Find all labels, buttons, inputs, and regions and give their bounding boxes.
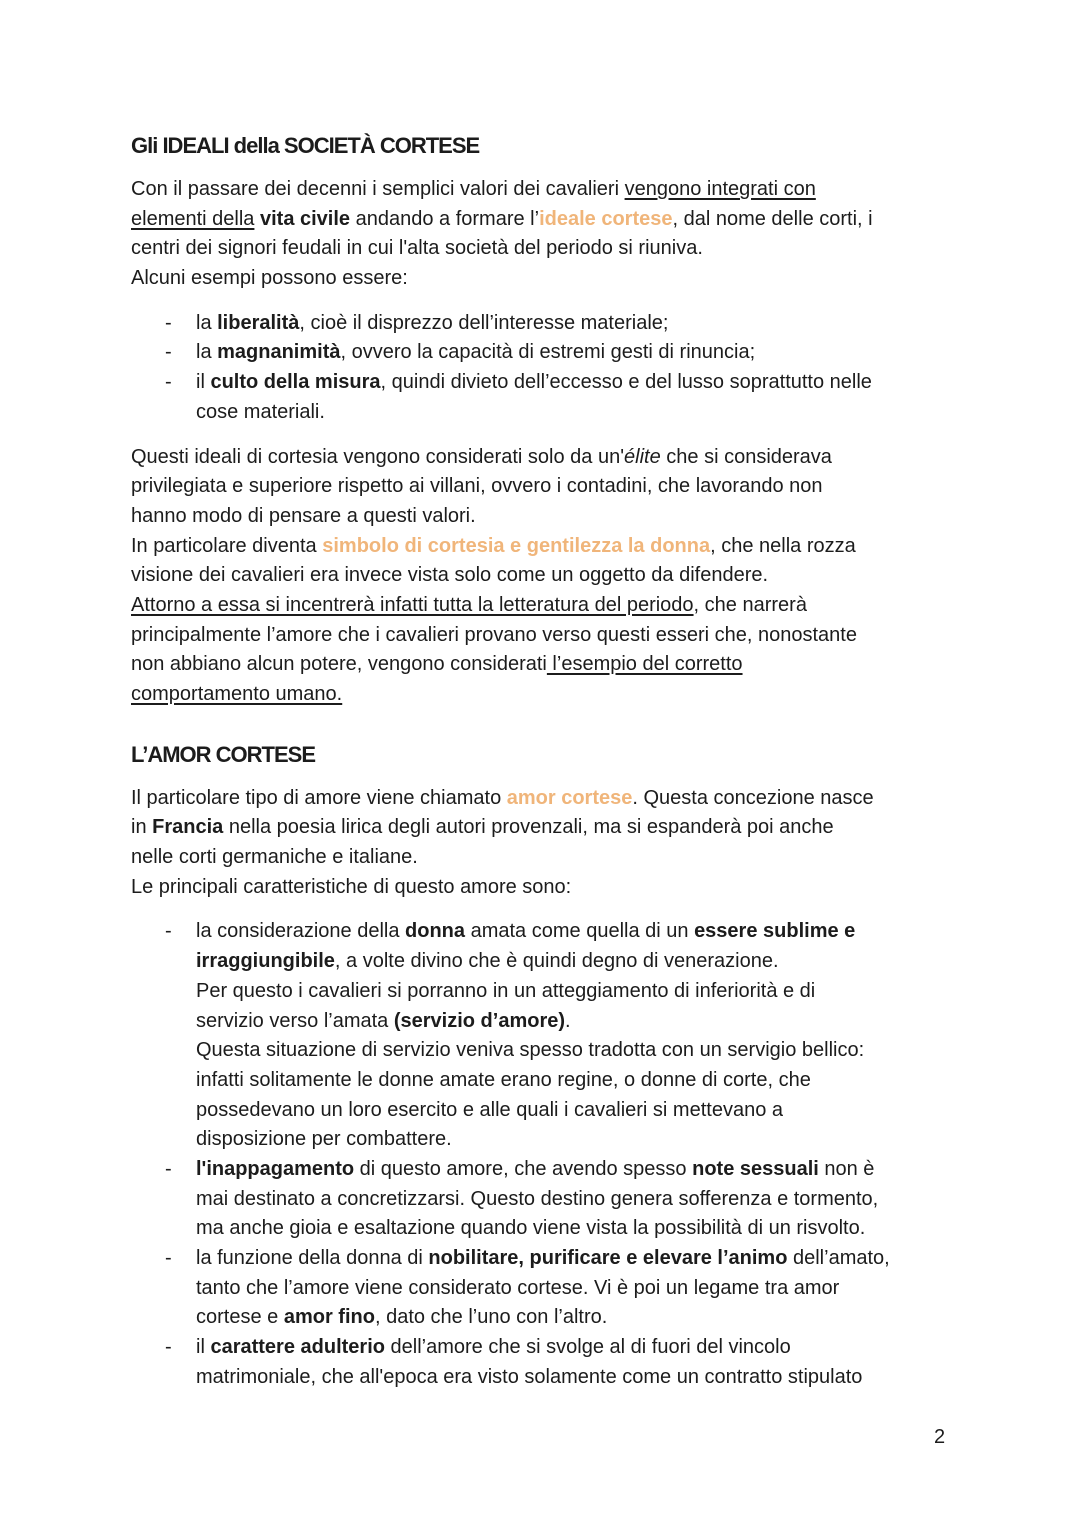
text-run: , quindi divieto dell’eccesso e del lusso soprattutto nelle: [380, 371, 872, 394]
bold-text: essere sublime e: [694, 920, 856, 943]
highlighted-text: simbolo di cortesia e gentilezza la donna: [322, 534, 711, 557]
text-run: , ovvero la capacità di estremi gesti di rinuncia;: [340, 341, 756, 364]
text-run: nella poesia lirica degli autori provenzali, ma si espanderà poi anche: [223, 816, 834, 839]
text-run: la considerazione della: [196, 920, 406, 943]
bold-text: nobilitare, purificare e elevare l’animo: [428, 1247, 788, 1269]
text-line: [131, 472, 961, 502]
underlined-text: Attorno a essa si incentrerà infatti tutta la letteratura del periodo: [131, 593, 694, 616]
text-run: Alcuni esempi possono essere:: [131, 267, 408, 290]
text-line: [131, 443, 961, 473]
text-run: matrimoniale, che all'epoca era visto solamente come un contratto stipulato: [196, 1365, 863, 1388]
text-run: Con il passare dei decenni i semplici valori dei cavalieri: [131, 178, 625, 200]
bullet-dash: -: [165, 341, 172, 364]
text-run: tanto che l’amore viene considerato cortese. Vi è poi un legame tra amor: [196, 1276, 840, 1299]
text-line: [196, 1303, 961, 1333]
text-line: [196, 309, 961, 339]
text-line: [196, 1333, 961, 1363]
text-run: cose materiali.: [196, 400, 325, 423]
text-line: [131, 561, 961, 591]
text-run: . Questa concezione nasce: [632, 786, 874, 809]
italic-text: élite: [624, 445, 661, 468]
text-line: [131, 680, 961, 710]
text-line: [131, 843, 961, 873]
text-run: il: [196, 371, 211, 394]
bold-text: Francia: [152, 816, 224, 839]
bold-text: l'inappagamento: [196, 1157, 355, 1180]
text-line: [196, 977, 961, 1007]
text-run: nelle corti germaniche e italiane.: [131, 846, 418, 869]
text-run: di questo amore, che avendo spesso: [354, 1157, 693, 1180]
text-run: visione dei cavalieri era invece vista solo come un oggetto da difendere.: [131, 564, 769, 587]
highlighted-text: ideale cortese: [539, 207, 673, 230]
underlined-text: l’esempio del corretto: [546, 653, 743, 676]
bullet-list: [131, 917, 961, 1392]
bullet-dash: -: [165, 920, 172, 943]
text-line: [196, 1155, 961, 1185]
text-run: privilegiata e superiore rispetto ai villani, ovvero i contadini, che lavorando non: [131, 475, 823, 498]
text-line: [131, 264, 961, 294]
bold-text: liberalità: [217, 311, 300, 334]
highlighted-text: amor cortese: [506, 786, 633, 809]
text-run: , che nella rozza: [710, 534, 856, 557]
text-line: [196, 1036, 961, 1066]
text-run: Questa situazione di servizio veniva spesso tradotta con un servigio bellico:: [196, 1039, 865, 1062]
text-line: [131, 502, 961, 532]
text-run: .: [565, 1009, 571, 1032]
bold-text: (servizio d’amore): [393, 1009, 566, 1032]
text-run: centri dei signori feudali in cui l'alta società del periodo si riuniva.: [131, 237, 703, 260]
text-run: , dal nome delle corti, i: [672, 207, 873, 230]
text-line: [196, 1066, 961, 1096]
underlined-text: comportamento umano.: [131, 683, 343, 705]
text-run: Le principali caratteristiche di questo amore sono:: [131, 875, 572, 898]
text-run: la funzione della donna di: [196, 1247, 429, 1269]
text-line: [131, 234, 961, 264]
text-run: In particolare diventa: [131, 534, 323, 557]
paragraph: [131, 443, 961, 710]
document-page: [131, 131, 961, 1392]
text-run: il: [196, 1336, 211, 1359]
text-run: , dato che l’uno con l’altro.: [374, 1306, 608, 1329]
page-number: 2: [934, 1426, 946, 1448]
text-line: [196, 947, 961, 977]
text-line: [196, 398, 961, 428]
bold-text: irraggiungibile: [196, 950, 335, 973]
paragraph: [131, 175, 961, 294]
bold-text: note sessuali: [692, 1157, 819, 1180]
text-run: la: [196, 311, 218, 334]
text-run: Questi ideali di cortesia vengono considerati solo da un': [131, 445, 625, 468]
list-item: [131, 368, 961, 427]
text-line: [131, 650, 961, 680]
text-line: [196, 1244, 961, 1274]
text-line: [196, 917, 961, 947]
text-line: [196, 338, 961, 368]
text-run: che si considerava: [660, 445, 832, 468]
text-line: [131, 813, 961, 843]
text-run: principalmente l’amore che i cavalieri provano verso questi esseri che, nonostante: [131, 623, 857, 646]
text-run: , cioè il disprezzo dell’interesse materiale;: [299, 311, 669, 334]
list-item: [131, 1333, 961, 1392]
text-run: servizio verso l’amata: [196, 1009, 394, 1032]
text-run: amata come quella di un: [465, 920, 695, 943]
text-run: disposizione per combattere.: [196, 1128, 452, 1151]
text-line: [131, 873, 961, 903]
text-run: dell’amato,: [787, 1247, 890, 1269]
text-line: [131, 784, 961, 814]
list-item: [131, 1244, 961, 1333]
text-run: , a volte divino che è quindi degno di venerazione.: [334, 950, 779, 973]
text-run: possedevano un loro esercito e alle quali i cavalieri si mettevano a: [196, 1098, 784, 1121]
text-line: [131, 175, 961, 205]
list-item: [131, 338, 961, 368]
list-item: [131, 309, 961, 339]
text-run: Il particolare tipo di amore viene chiamato: [131, 786, 507, 809]
bold-text: amor fino: [283, 1306, 375, 1329]
paragraph: [131, 784, 961, 903]
bullet-dash: -: [165, 311, 172, 334]
text-run: mai destinato a concretizzarsi. Questo destino genera sofferenza e tormento,: [196, 1187, 879, 1210]
text-run: la: [196, 341, 218, 364]
bullet-dash: -: [165, 371, 172, 394]
list-item: [131, 917, 961, 1155]
text-run: andando a formare l’: [350, 207, 540, 230]
text-line: [196, 1007, 961, 1037]
underlined-text: elementi della: [131, 207, 255, 230]
text-run: Per questo i cavalieri si porranno in un atteggiamento di inferiorità e di: [196, 979, 816, 1002]
text-run: non abbiano alcun potere, vengono considerati: [131, 653, 547, 676]
text-line: [131, 621, 961, 651]
bullet-list: [131, 309, 961, 428]
text-line: [131, 532, 961, 562]
text-run: in: [131, 816, 153, 839]
bold-text: magnanimità: [217, 341, 341, 364]
text-run: infatti solitamente le donne amate erano regine, o donne di corte, che: [196, 1068, 811, 1091]
text-line: [131, 205, 961, 235]
text-line: [196, 1096, 961, 1126]
text-line: [196, 1363, 961, 1393]
text-run: non è: [818, 1157, 875, 1180]
text-run: ma anche gioia e esaltazione quando viene vista la possibilità di un risvolto.: [196, 1217, 866, 1240]
bold-text: vita civile: [259, 207, 351, 230]
bold-text: donna: [405, 920, 466, 943]
section-heading: Gli IDEALI della SOCIETÀ CORTESE: [131, 133, 480, 158]
text-line: [196, 1274, 961, 1304]
text-run: cortese e: [196, 1306, 284, 1329]
text-line: [196, 1125, 961, 1155]
bullet-dash: -: [165, 1157, 172, 1180]
text-line: [131, 591, 961, 621]
text-line: [196, 1214, 961, 1244]
bullet-dash: -: [165, 1247, 172, 1269]
text-run: hanno modo di pensare a questi valori.: [131, 504, 476, 527]
text-run: , che narrerà: [693, 593, 807, 616]
text-line: [196, 1185, 961, 1215]
bullet-dash: -: [165, 1336, 172, 1359]
bold-text: culto della misura: [210, 371, 381, 394]
text-line: [196, 368, 961, 398]
bold-text: carattere adulterio: [210, 1336, 385, 1359]
underlined-text: vengono integrati con: [624, 178, 816, 200]
section-heading: L’AMOR CORTESE: [131, 741, 316, 767]
list-item: [131, 1155, 961, 1244]
text-run: dell’amore che si svolge al di fuori del vincolo: [384, 1336, 791, 1359]
